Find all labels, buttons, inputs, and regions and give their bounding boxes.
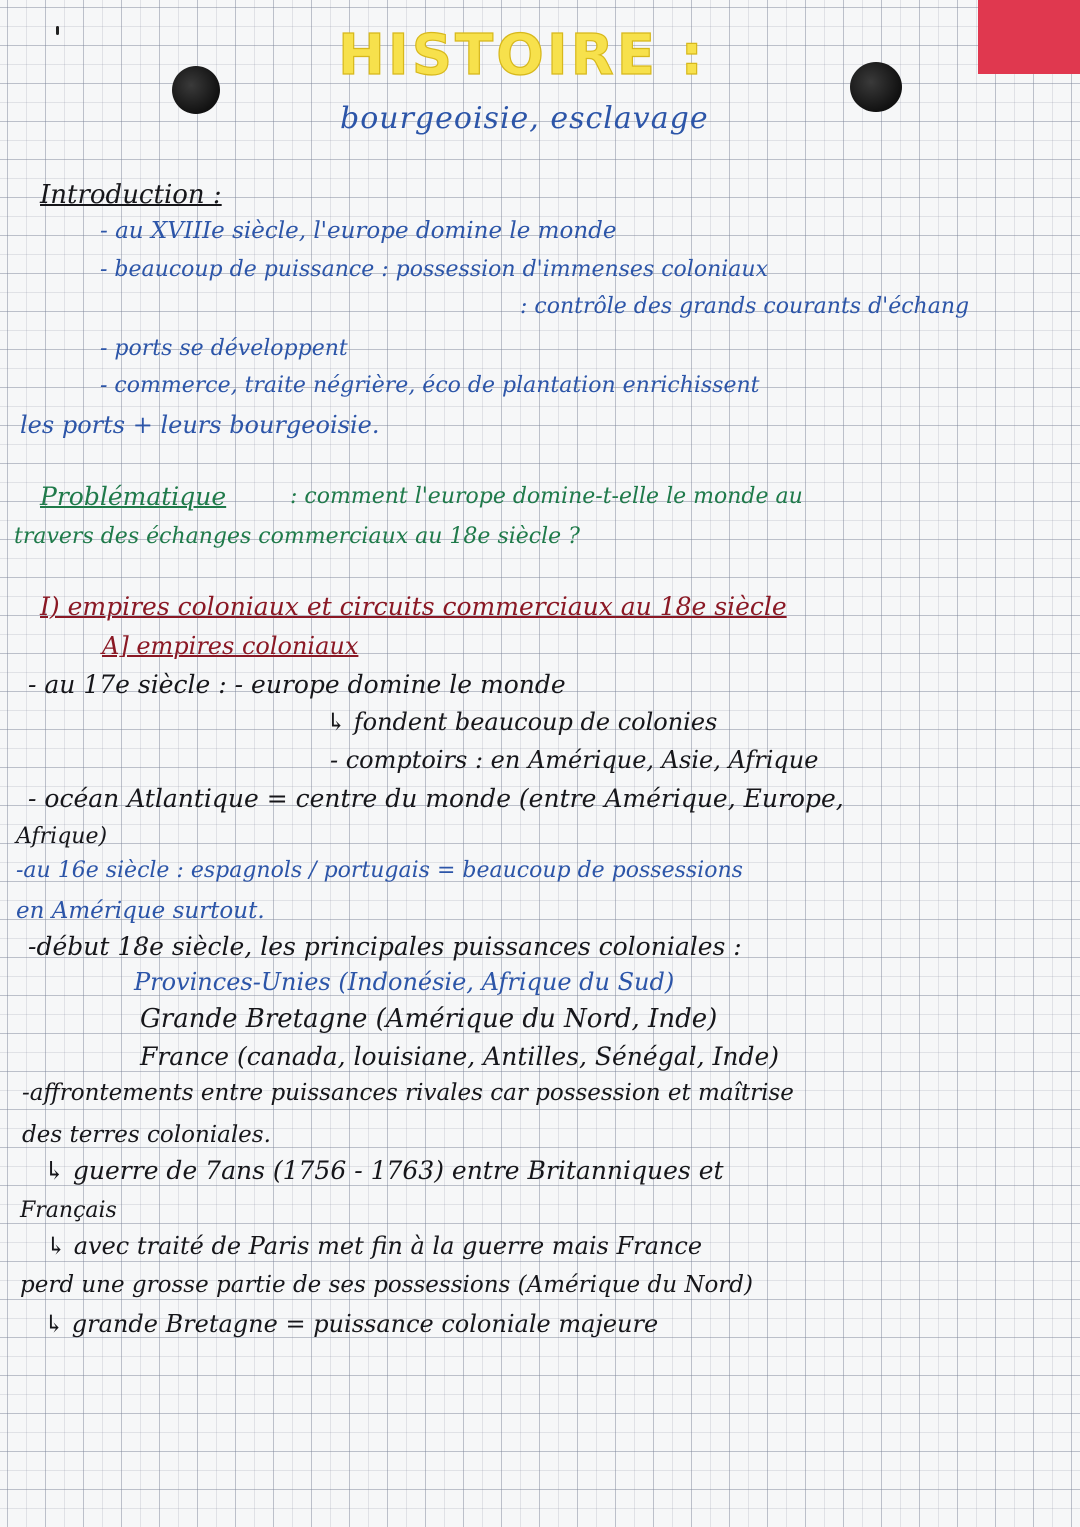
body-line: perd une grosse partie de ses possessions (Amérique du Nord): [20, 1272, 753, 1298]
subsection-heading: A] empires coloniaux: [102, 632, 359, 660]
body-line: en Amérique surtout.: [16, 898, 265, 924]
body-line: -affrontements entre puissances rivales car possession et maîtrise: [22, 1080, 794, 1106]
body-line: ↳ avec traité de Paris met fin à la guerre mais France: [46, 1232, 703, 1260]
body-line: - océan Atlantique = centre du monde (entre Amérique, Europe,: [28, 784, 844, 813]
punch-hole-icon: [850, 62, 902, 112]
intro-line: - ports se développent: [100, 336, 348, 361]
ink-mark: [56, 26, 59, 35]
body-line: ↳ fondent beaucoup de colonies: [326, 708, 718, 736]
punch-hole-icon: [172, 66, 220, 114]
problematique-text: : comment l'europe domine-t-elle le monde au: [290, 484, 803, 509]
intro-line: - au XVIIIe siècle, l'europe domine le monde: [100, 218, 617, 244]
body-line: Afrique): [16, 824, 108, 849]
intro-line: - commerce, traite négrière, éco de plantation enrichissent: [100, 373, 760, 398]
body-line: -au 16e siècle : espagnols / portugais = beaucoup de possessions: [16, 858, 743, 883]
intro-line: - beaucoup de puissance : possession d'immenses coloniaux: [100, 257, 768, 282]
page-title: HISTOIRE :: [338, 23, 706, 88]
problematique-label: Problématique: [40, 482, 227, 511]
body-line: Grande Bretagne (Amérique du Nord, Inde): [140, 1004, 718, 1034]
intro-line: les ports + leurs bourgeoisie.: [20, 411, 380, 439]
body-line: ↳ guerre de 7ans (1756 - 1763) entre Britanniques et: [44, 1156, 724, 1185]
body-line: - au 17e siècle : - europe domine le monde: [28, 670, 566, 699]
red-tab: [978, 0, 1080, 74]
intro-line: : contrôle des grands courants d'échang: [520, 294, 970, 319]
problematique-text: travers des échanges commerciaux au 18e siècle ?: [14, 524, 580, 549]
body-line: -début 18e siècle, les principales puissances coloniales :: [28, 932, 742, 961]
page-subtitle: bourgeoisie, esclavage: [340, 101, 709, 136]
body-line: des terres coloniales.: [22, 1122, 271, 1148]
body-line: Français: [20, 1198, 117, 1223]
section-heading: I) empires coloniaux et circuits commerciaux au 18e siècle: [40, 592, 787, 621]
body-line: ↳ grande Bretagne = puissance coloniale majeure: [44, 1310, 659, 1338]
body-line: - comptoirs : en Amérique, Asie, Afrique: [330, 746, 819, 774]
introduction-heading: Introduction :: [40, 180, 222, 210]
body-line: France (canada, louisiane, Antilles, Sénégal, Inde): [140, 1042, 780, 1071]
body-line: Provinces-Unies (Indonésie, Afrique du Sud): [134, 968, 675, 996]
